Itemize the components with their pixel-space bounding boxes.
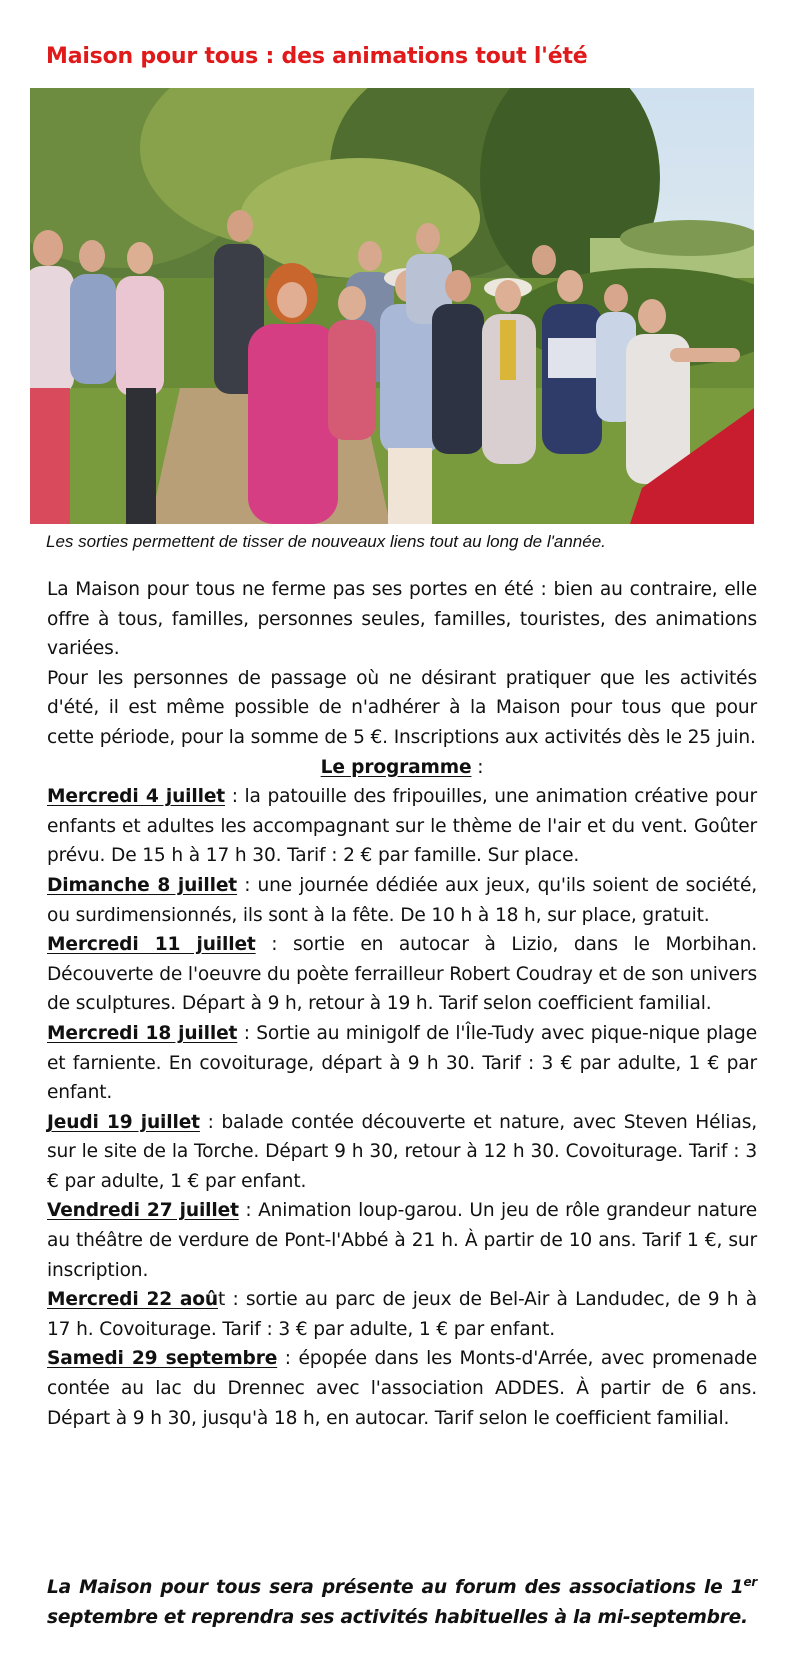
- event-date: Mercredi 4 juillet: [47, 786, 226, 808]
- group-photo: [30, 88, 754, 524]
- event-date: Mercredi 18 juillet: [47, 1022, 238, 1044]
- event-text: : épopée dans les Monts-d'Arrée, avec promenade contée au lac du Drennec avec l'association ADDES. À partir de 6 ans. Départ à 9 h 30, jusqu'à 18 h, en autocar. Tarif selon le coefficient familial.: [47, 1348, 757, 1429]
- event-date: Mercredi 22 aoû: [47, 1289, 219, 1311]
- photo-caption: Les sorties permettent de tisser de nouveaux liens tout au long de l'année.: [46, 532, 606, 551]
- event-date: Jeudi 19 juillet: [47, 1111, 200, 1133]
- programme-label: Le programme: [320, 756, 472, 778]
- programme-heading: [47, 753, 757, 783]
- article-title: Maison pour tous : des animations tout l'été: [46, 44, 588, 69]
- event-item: [47, 1108, 757, 1197]
- closing-note: [47, 1573, 757, 1632]
- event-date: Mercredi 11 juillet: [47, 934, 256, 956]
- event-item: [47, 930, 757, 1019]
- event-text: : sortie en autocar à Lizio, dans le Morbihan. Découverte de l'oeuvre du poète ferrailleur Robert Coudray et de son univers de sculptures. Départ à 9 h, retour à 19 h. Tarif selon coefficient familial.: [47, 934, 757, 1015]
- event-item: [47, 1285, 757, 1344]
- intro-paragraph-2: Pour les personnes de passage où ne désirant pratiquer que les activités d'été, il est même possible de n'adhérer à la Maison pour tous que pour cette période, pour la somme de 5 €. Inscriptions aux activités dès le 25 juin.: [47, 667, 757, 748]
- event-item: [47, 1196, 757, 1285]
- closing-text-end: septembre et reprendra ses activités habituelles à la mi-septembre.: [47, 1606, 748, 1628]
- event-item: [47, 782, 757, 871]
- event-text: : Animation loup-garou. Un jeu de rôle grandeur nature au théâtre de verdure de Pont-l'Abbé à 21 h. À partir de 10 ans. Tarif 1 €, sur inscription.: [47, 1200, 757, 1281]
- event-text: : balade contée découverte et nature, avec Steven Hélias, sur le site de la Torche. Départ 9 h 30, retour à 12 h 30. Covoiturage. Tarif : 3 € par adulte, 1 € par enfant.: [47, 1111, 757, 1192]
- event-date: Vendredi 27 juillet: [47, 1200, 239, 1222]
- event-item: [47, 1019, 757, 1108]
- article-body: [47, 575, 757, 1433]
- event-item: [47, 871, 757, 930]
- event-text: t : sortie au parc de jeux de Bel-Air à Landudec, de 9 h à 17 h. Covoiturage. Tarif : 3 € par adulte, 1 € par enfant.: [47, 1289, 757, 1340]
- intro-paragraph-1: La Maison pour tous ne ferme pas ses portes en été : bien au contraire, elle offre à tous, familles, personnes seules, familles, touristes, des animations variées.: [47, 579, 757, 660]
- event-date: Samedi 29 septembre: [47, 1348, 278, 1370]
- event-text: : la patouille des fripouilles, une animation créative pour enfants et adultes les accompagnant sur le thème de l'air et du vent. Goûter prévu. De 15 h à 17 h 30. Tarif : 2 € par famille. Sur place.: [47, 786, 757, 867]
- event-item: [47, 1344, 757, 1433]
- closing-superscript: er: [743, 1574, 757, 1589]
- event-date: Dimanche 8 juillet: [47, 874, 238, 896]
- event-text: : Sortie au minigolf de l'Île-Tudy avec pique-nique plage et farniente. En covoiturage, départ à 9 h 30. Tarif : 3 € par adulte, 1 € par enfant.: [47, 1022, 757, 1104]
- event-text: : une journée dédiée aux jeux, qu'ils soient de société, ou surdimensionnés, ils sont à la fête. De 10 h à 18 h, sur place, gratuit.: [47, 874, 757, 926]
- closing-text-start: La Maison pour tous sera présente au forum des associations le 1: [47, 1577, 744, 1598]
- programme-colon: :: [471, 756, 484, 778]
